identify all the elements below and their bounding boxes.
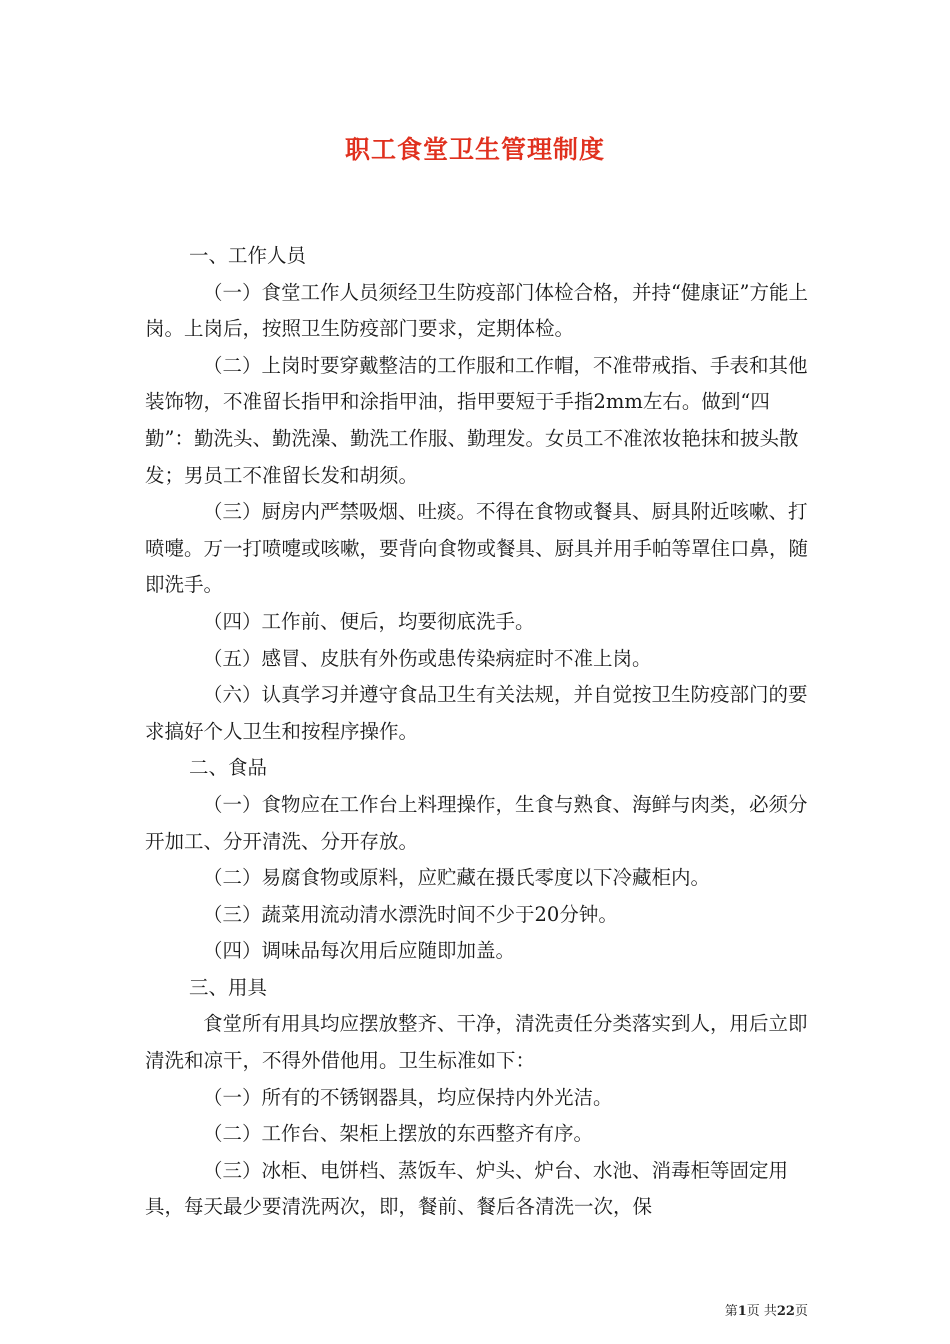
section-1-item-4: （四）工作前、便后，均要彻底洗手。 [203, 609, 535, 633]
footer-page-number: 1 [737, 1304, 747, 1319]
footer-suffix: 页 [794, 1304, 808, 1319]
section-1-item-5: （五）感冒、皮肤有外伤或患传染病症时不准上岗。 [203, 646, 652, 670]
section-1-item-6: （六）认真学习并遵守食品卫生有关法规，并自觉按卫生防疫部门的要求搞好个人卫生和按程序操作。 [145, 683, 808, 743]
section-1-item-3: （三）厨房内严禁吸烟、吐痰。不得在食物或餐具、厨具附近咳嗽、打喷嚏。万一打喷嚏或咳嗽，要背向食物或餐具、厨具并用手帕等罩住口鼻，随即洗手。 [145, 500, 809, 597]
section-3-item-1: （一）所有的不锈钢器具，均应保持内外光洁。 [203, 1085, 613, 1109]
footer-mid: 页 共 [746, 1304, 777, 1319]
section-2-item-4: （四）调味品每次用后应随即加盖。 [203, 939, 516, 963]
section-2-item-1: （一）食物应在工作台上料理操作，生食与熟食、海鲜与肉类，必须分开加工、分开清洗、分开存放。 [145, 792, 808, 853]
document-title: 职工食堂卫生管理制度 [344, 135, 605, 164]
section-2-item-2: （二）易腐食物或原料，应贮藏在摄氏零度以下冷藏柜内。 [203, 866, 711, 890]
section-2-item-3: （三）蔬菜用流动清水漂洗时间不少于20分钟。 [203, 902, 618, 926]
document-body [145, 238, 810, 1226]
section-3-item-3: （三）冰柜、电饼档、蒸饭车、炉头、炉台、水池、消毒柜等固定用具，每天最少要清洗两次，即，餐前、餐后各清洗一次，保 [145, 1158, 789, 1219]
footer-total-pages: 22 [776, 1304, 795, 1319]
page-footer [725, 1300, 808, 1319]
footer-prefix: 第 [724, 1304, 738, 1319]
section-3-intro: 食堂所有用具均应摆放整齐、干净，清洗责任分类落实到人，用后立即清洗和凉干，不得外借他用。卫生标准如下： [145, 1012, 808, 1073]
section-1-heading: 一、工作人员 [189, 244, 307, 267]
section-2-heading: 二、食品 [189, 756, 268, 780]
section-3-heading: 三、用具 [189, 975, 268, 999]
section-1-item-2: （二）上岗时要穿戴整洁的工作服和工作帽，不准带戒指、手表和其他装饰物，不准留长指甲和涂指甲油，指甲要短于手指2mm左右。做到“四勤”：勤洗头、勤洗澡、勤洗工作服、勤理发。女员工不准浓妆艳抹和披头散发；男员工不准留长发和胡须。 [145, 353, 808, 487]
section-1-item-1: （一）食堂工作人员须经卫生防疫部门体检合格，并持“健康证”方能上岗。上岗后，按照卫生防疫部门要求，定期体检。 [145, 280, 808, 341]
section-3-item-2: （二）工作台、架柜上摆放的东西整齐有序。 [203, 1122, 594, 1146]
